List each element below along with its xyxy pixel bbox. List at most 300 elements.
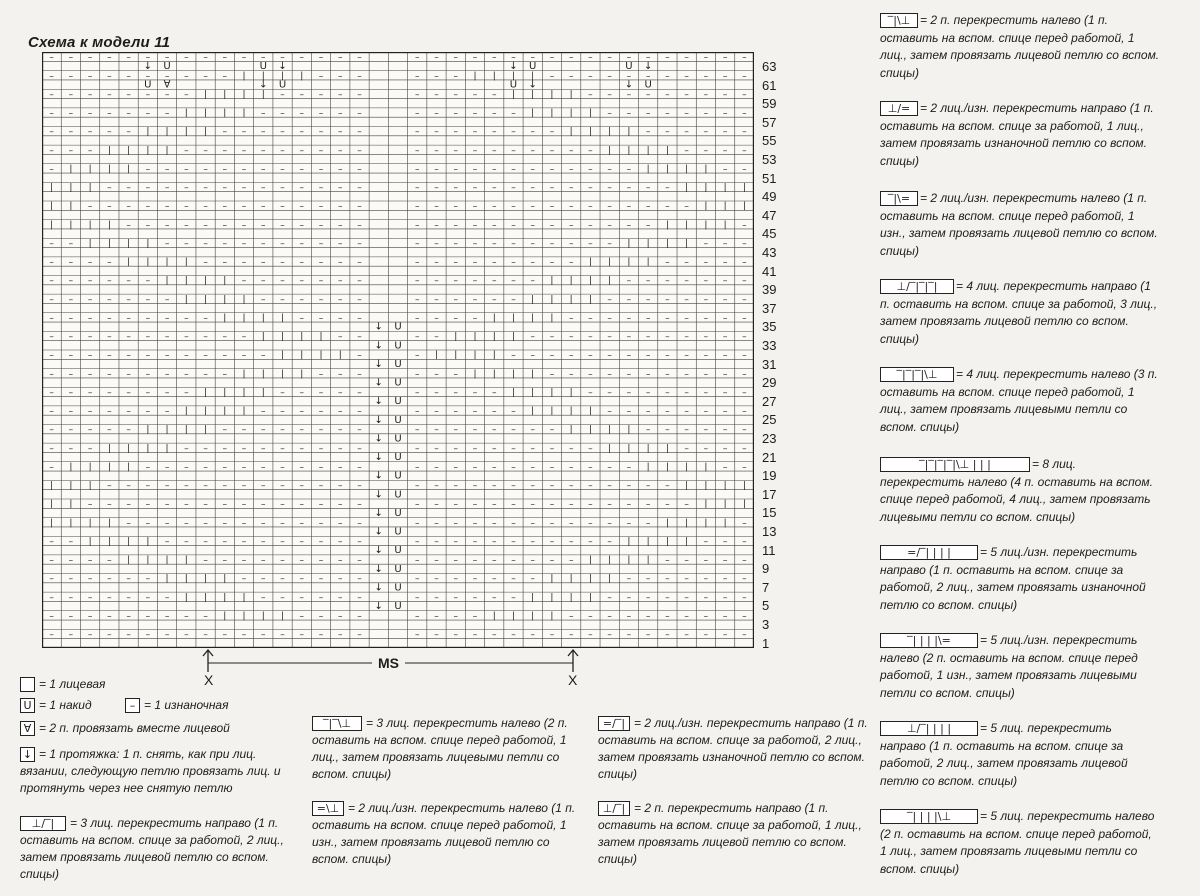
svg-text:–: – bbox=[491, 443, 497, 454]
svg-text:–: – bbox=[472, 313, 478, 324]
svg-text:–: – bbox=[703, 257, 709, 268]
svg-text:–: – bbox=[703, 350, 709, 361]
svg-text:|: | bbox=[627, 425, 631, 436]
svg-text:–: – bbox=[626, 332, 632, 343]
cable-5-left-icon: ‾| | | |\⊥ bbox=[880, 809, 978, 824]
svg-text:–: – bbox=[338, 332, 343, 343]
svg-text:|: | bbox=[434, 350, 439, 361]
svg-text:–: – bbox=[491, 406, 497, 417]
svg-text:–: – bbox=[107, 425, 112, 436]
svg-text:–: – bbox=[318, 443, 324, 454]
svg-text:–: – bbox=[684, 332, 689, 343]
svg-text:|: | bbox=[685, 536, 689, 547]
svg-text:–: – bbox=[184, 481, 189, 492]
svg-text:–: – bbox=[338, 127, 343, 138]
svg-text:–: – bbox=[588, 630, 593, 641]
svg-text:–: – bbox=[626, 481, 632, 492]
svg-text:–: – bbox=[491, 52, 497, 63]
svg-text:|: | bbox=[300, 350, 304, 361]
svg-text:U: U bbox=[394, 340, 402, 352]
svg-text:–: – bbox=[434, 52, 439, 63]
svg-text:|: | bbox=[300, 71, 304, 82]
legend-right-8: ‾| | | |\= = 5 лиц./изн. перекрестить налево (2 п. оставить на вспом. спице перед работой, 1 изн., затем провязать лицевыми петли со вспом. спицы) bbox=[880, 633, 1138, 700]
svg-text:–: – bbox=[145, 201, 151, 212]
chart-grid bbox=[42, 52, 754, 648]
svg-text:|: | bbox=[685, 164, 689, 175]
svg-text:U: U bbox=[394, 582, 402, 594]
svg-text:–: – bbox=[164, 164, 170, 175]
svg-text:|: | bbox=[88, 536, 92, 547]
svg-text:–: – bbox=[472, 611, 478, 622]
svg-text:|: | bbox=[588, 425, 592, 436]
svg-text:–: – bbox=[280, 499, 285, 510]
svg-text:|: | bbox=[646, 164, 650, 175]
svg-text:|: | bbox=[319, 350, 323, 361]
svg-text:–: – bbox=[357, 220, 362, 231]
svg-text:–: – bbox=[318, 313, 324, 324]
svg-text:|: | bbox=[223, 592, 227, 603]
svg-text:–: – bbox=[222, 71, 228, 82]
svg-text:–: – bbox=[145, 89, 151, 100]
svg-text:–: – bbox=[703, 332, 709, 343]
svg-text:–: – bbox=[338, 220, 343, 231]
svg-text:|: | bbox=[704, 201, 708, 212]
svg-text:–: – bbox=[68, 332, 74, 343]
svg-text:|: | bbox=[281, 350, 285, 361]
svg-text:–: – bbox=[742, 518, 747, 529]
svg-text:|: | bbox=[223, 108, 227, 119]
svg-text:–: – bbox=[261, 164, 266, 175]
svg-text:–: – bbox=[280, 443, 285, 454]
svg-text:–: – bbox=[49, 462, 54, 473]
svg-text:–: – bbox=[626, 294, 632, 305]
svg-text:–: – bbox=[87, 89, 93, 100]
svg-text:–: – bbox=[338, 406, 343, 417]
svg-text:–: – bbox=[203, 630, 208, 641]
svg-text:–: – bbox=[511, 630, 516, 641]
svg-text:–: – bbox=[126, 52, 131, 63]
svg-text:–: – bbox=[568, 481, 574, 492]
svg-text:–: – bbox=[414, 257, 420, 268]
svg-text:–: – bbox=[588, 462, 593, 473]
svg-text:–: – bbox=[568, 462, 574, 473]
svg-text:–: – bbox=[472, 518, 478, 529]
svg-text:–: – bbox=[164, 108, 170, 119]
svg-text:–: – bbox=[491, 574, 497, 585]
svg-text:–: – bbox=[491, 462, 497, 473]
svg-text:–: – bbox=[414, 499, 420, 510]
svg-text:|: | bbox=[473, 332, 477, 343]
svg-text:|: | bbox=[242, 592, 246, 603]
svg-text:–: – bbox=[107, 313, 112, 324]
svg-text:–: – bbox=[145, 332, 151, 343]
svg-text:|: | bbox=[723, 183, 727, 194]
svg-text:|: | bbox=[646, 257, 650, 268]
svg-text:–: – bbox=[222, 220, 228, 231]
legend-right-10: ‾| | | |\⊥ = 5 лиц. перекрестить налево (2 п. оставить на вспом. спице перед работой, 1 лиц., затем провязать лицевыми петли со вспом. спицы) bbox=[880, 809, 1155, 876]
svg-text:–: – bbox=[299, 257, 305, 268]
row-number: 7 bbox=[762, 579, 770, 595]
svg-text:|: | bbox=[127, 462, 131, 473]
svg-text:|: | bbox=[204, 406, 208, 417]
svg-text:–: – bbox=[318, 183, 324, 194]
svg-text:–: – bbox=[164, 592, 170, 603]
svg-text:–: – bbox=[511, 481, 516, 492]
svg-text:|: | bbox=[646, 443, 650, 454]
svg-text:–: – bbox=[68, 127, 74, 138]
svg-text:–: – bbox=[684, 108, 689, 119]
svg-text:–: – bbox=[530, 183, 535, 194]
svg-text:–: – bbox=[665, 481, 670, 492]
svg-text:–: – bbox=[338, 555, 343, 566]
svg-text:–: – bbox=[453, 536, 458, 547]
svg-text:–: – bbox=[568, 369, 574, 380]
svg-text:–: – bbox=[68, 406, 74, 417]
svg-text:–: – bbox=[49, 369, 54, 380]
svg-text:–: – bbox=[414, 462, 420, 473]
svg-text:–: – bbox=[434, 555, 439, 566]
svg-text:–: – bbox=[472, 220, 478, 231]
svg-text:U: U bbox=[394, 601, 402, 613]
svg-text:–: – bbox=[49, 536, 54, 547]
row-number: 31 bbox=[762, 356, 777, 372]
svg-text:–: – bbox=[703, 425, 709, 436]
row-number: 25 bbox=[762, 412, 777, 428]
svg-text:–: – bbox=[434, 369, 439, 380]
svg-text:–: – bbox=[530, 518, 535, 529]
svg-text:–: – bbox=[414, 425, 420, 436]
svg-text:|: | bbox=[704, 220, 708, 231]
svg-text:–: – bbox=[184, 183, 189, 194]
svg-text:–: – bbox=[703, 238, 709, 249]
svg-text:–: – bbox=[607, 536, 612, 547]
svg-text:–: – bbox=[626, 499, 632, 510]
svg-text:|: | bbox=[550, 294, 554, 305]
svg-text:|: | bbox=[569, 294, 573, 305]
svg-text:–: – bbox=[280, 127, 285, 138]
svg-text:–: – bbox=[126, 108, 131, 119]
svg-text:|: | bbox=[665, 443, 669, 454]
svg-text:–: – bbox=[241, 127, 247, 138]
svg-text:–: – bbox=[453, 145, 458, 156]
row-number: 27 bbox=[762, 393, 777, 409]
svg-text:–: – bbox=[511, 536, 516, 547]
svg-text:–: – bbox=[299, 574, 305, 585]
svg-text:–: – bbox=[68, 313, 74, 324]
svg-text:–: – bbox=[703, 406, 709, 417]
svg-text:–: – bbox=[261, 574, 266, 585]
cable-2-left-purl-icon: ‾|\= bbox=[880, 191, 918, 206]
svg-text:–: – bbox=[453, 313, 458, 324]
svg-text:|: | bbox=[204, 127, 208, 138]
svg-text:|: | bbox=[146, 257, 150, 268]
svg-text:–: – bbox=[87, 555, 93, 566]
svg-text:–: – bbox=[645, 294, 651, 305]
svg-text:–: – bbox=[318, 462, 324, 473]
svg-text:|: | bbox=[685, 238, 689, 249]
row-number: 11 bbox=[762, 542, 776, 558]
svg-text:–: – bbox=[164, 387, 170, 398]
svg-text:–: – bbox=[414, 238, 420, 249]
svg-text:–: – bbox=[703, 555, 709, 566]
svg-text:U: U bbox=[394, 377, 402, 389]
svg-text:|: | bbox=[50, 201, 54, 212]
svg-text:|: | bbox=[588, 574, 592, 585]
svg-text:–: – bbox=[280, 238, 285, 249]
svg-text:–: – bbox=[703, 71, 709, 82]
svg-text:–: – bbox=[453, 276, 458, 287]
svg-text:–: – bbox=[107, 71, 112, 82]
svg-text:–: – bbox=[222, 201, 228, 212]
svg-text:–: – bbox=[357, 387, 362, 398]
svg-text:|: | bbox=[723, 518, 727, 529]
row-number: 23 bbox=[762, 431, 777, 446]
row-number: 61 bbox=[762, 77, 777, 93]
svg-text:–: – bbox=[87, 145, 93, 156]
svg-text:–: – bbox=[338, 630, 343, 641]
svg-text:–: – bbox=[164, 201, 170, 212]
svg-text:–: – bbox=[472, 499, 478, 510]
svg-text:–: – bbox=[184, 387, 189, 398]
svg-text:|: | bbox=[742, 201, 746, 212]
svg-text:–: – bbox=[453, 294, 458, 305]
svg-text:–: – bbox=[318, 164, 324, 175]
svg-text:–: – bbox=[722, 574, 728, 585]
svg-text:–: – bbox=[588, 536, 593, 547]
svg-text:–: – bbox=[357, 294, 362, 305]
svg-text:|: | bbox=[550, 574, 554, 585]
svg-text:–: – bbox=[742, 238, 747, 249]
svg-text:–: – bbox=[318, 108, 324, 119]
svg-text:|: | bbox=[723, 201, 727, 212]
svg-text:–: – bbox=[318, 52, 324, 63]
svg-text:–: – bbox=[107, 555, 112, 566]
svg-text:–: – bbox=[145, 220, 151, 231]
svg-text:|: | bbox=[88, 481, 92, 492]
svg-text:–: – bbox=[126, 592, 131, 603]
svg-text:|: | bbox=[492, 350, 496, 361]
svg-text:–: – bbox=[607, 332, 612, 343]
svg-text:–: – bbox=[164, 406, 170, 417]
svg-text:–: – bbox=[491, 294, 497, 305]
svg-text:–: – bbox=[607, 183, 612, 194]
svg-text:–: – bbox=[491, 89, 497, 100]
svg-text:–: – bbox=[299, 481, 305, 492]
svg-text:–: – bbox=[645, 332, 651, 343]
svg-text:–: – bbox=[241, 462, 247, 473]
svg-text:–: – bbox=[164, 238, 170, 249]
svg-text:–: – bbox=[530, 630, 535, 641]
svg-text:–: – bbox=[607, 387, 612, 398]
svg-text:–: – bbox=[338, 164, 343, 175]
svg-text:–: – bbox=[87, 592, 93, 603]
svg-text:↓: ↓ bbox=[374, 470, 383, 482]
svg-text:–: – bbox=[703, 574, 709, 585]
svg-text:–: – bbox=[241, 481, 247, 492]
svg-text:–: – bbox=[607, 481, 612, 492]
svg-text:–: – bbox=[665, 369, 670, 380]
svg-text:|: | bbox=[511, 89, 515, 100]
svg-text:↓: ↓ bbox=[509, 60, 518, 72]
svg-text:–: – bbox=[722, 350, 728, 361]
svg-text:–: – bbox=[338, 574, 343, 585]
svg-text:–: – bbox=[742, 332, 747, 343]
svg-text:–: – bbox=[607, 313, 612, 324]
svg-text:–: – bbox=[722, 555, 728, 566]
svg-text:–: – bbox=[261, 294, 266, 305]
svg-text:|: | bbox=[165, 276, 169, 287]
svg-text:–: – bbox=[588, 313, 593, 324]
svg-text:–: – bbox=[742, 89, 747, 100]
svg-text:–: – bbox=[472, 183, 478, 194]
svg-text:–: – bbox=[184, 611, 189, 622]
svg-text:–: – bbox=[607, 89, 612, 100]
svg-text:–: – bbox=[530, 443, 535, 454]
svg-text:–: – bbox=[645, 406, 651, 417]
svg-text:–: – bbox=[49, 276, 54, 287]
svg-text:–: – bbox=[357, 611, 362, 622]
svg-text:↓: ↓ bbox=[374, 601, 383, 613]
svg-text:–: – bbox=[588, 499, 593, 510]
svg-text:|: | bbox=[184, 276, 188, 287]
svg-text:–: – bbox=[299, 313, 305, 324]
svg-text:–: – bbox=[184, 332, 189, 343]
svg-text:–: – bbox=[280, 276, 285, 287]
svg-text:–: – bbox=[530, 127, 535, 138]
svg-text:–: – bbox=[414, 350, 420, 361]
svg-text:–: – bbox=[203, 238, 208, 249]
row-number: 51 bbox=[762, 170, 777, 186]
svg-text:–: – bbox=[241, 257, 247, 268]
legend-yarn-over: U = 1 накид bbox=[20, 697, 120, 714]
row-number: 19 bbox=[762, 468, 777, 484]
svg-text:|: | bbox=[492, 369, 496, 380]
svg-text:–: – bbox=[49, 71, 54, 82]
svg-text:–: – bbox=[49, 294, 54, 305]
svg-text:–: – bbox=[68, 592, 74, 603]
svg-text:–: – bbox=[511, 238, 516, 249]
svg-text:|: | bbox=[665, 238, 669, 249]
svg-text:–: – bbox=[414, 332, 420, 343]
svg-text:–: – bbox=[742, 257, 747, 268]
svg-text:|: | bbox=[531, 387, 535, 398]
svg-text:|: | bbox=[723, 499, 727, 510]
svg-text:–: – bbox=[722, 443, 728, 454]
svg-text:–: – bbox=[164, 611, 170, 622]
svg-text:–: – bbox=[241, 52, 247, 63]
svg-text:–: – bbox=[434, 238, 439, 249]
svg-text:–: – bbox=[588, 350, 593, 361]
svg-text:–: – bbox=[722, 536, 728, 547]
svg-text:–: – bbox=[434, 294, 439, 305]
svg-text:–: – bbox=[126, 387, 131, 398]
svg-text:|: | bbox=[627, 238, 631, 249]
svg-text:–: – bbox=[338, 71, 343, 82]
svg-text:–: – bbox=[338, 387, 343, 398]
svg-text:–: – bbox=[299, 406, 305, 417]
svg-text:–: – bbox=[145, 518, 151, 529]
svg-text:–: – bbox=[338, 518, 343, 529]
svg-text:|: | bbox=[685, 183, 689, 194]
row-number: 1 bbox=[762, 635, 770, 651]
svg-text:–: – bbox=[145, 164, 151, 175]
svg-text:U: U bbox=[394, 563, 402, 575]
svg-text:↓: ↓ bbox=[643, 60, 653, 72]
svg-text:–: – bbox=[126, 481, 131, 492]
svg-text:–: – bbox=[472, 257, 478, 268]
svg-text:–: – bbox=[511, 425, 516, 436]
svg-text:–: – bbox=[299, 499, 305, 510]
svg-text:–: – bbox=[280, 462, 285, 473]
svg-text:↓: ↓ bbox=[278, 60, 287, 72]
svg-text:–: – bbox=[318, 406, 324, 417]
svg-text:|: | bbox=[569, 89, 573, 100]
svg-text:–: – bbox=[318, 574, 324, 585]
svg-text:–: – bbox=[414, 294, 420, 305]
svg-text:–: – bbox=[742, 369, 747, 380]
svg-text:–: – bbox=[241, 536, 247, 547]
svg-text:–: – bbox=[511, 201, 516, 212]
svg-text:|: | bbox=[608, 425, 612, 436]
svg-text:–: – bbox=[280, 220, 285, 231]
svg-text:–: – bbox=[87, 387, 93, 398]
svg-text:–: – bbox=[491, 387, 497, 398]
svg-text:–: – bbox=[203, 555, 208, 566]
svg-text:–: – bbox=[164, 518, 170, 529]
svg-text:–: – bbox=[588, 481, 593, 492]
svg-text:|: | bbox=[588, 592, 592, 603]
svg-text:–: – bbox=[49, 592, 54, 603]
svg-text:–: – bbox=[164, 313, 170, 324]
svg-text:–: – bbox=[261, 238, 266, 249]
svg-text:–: – bbox=[414, 145, 420, 156]
svg-text:|: | bbox=[569, 387, 573, 398]
svg-text:|: | bbox=[88, 238, 92, 249]
svg-text:–: – bbox=[241, 574, 247, 585]
svg-text:–: – bbox=[472, 462, 478, 473]
svg-text:–: – bbox=[49, 574, 54, 585]
svg-text:–: – bbox=[645, 518, 651, 529]
svg-text:–: – bbox=[164, 499, 170, 510]
svg-text:–: – bbox=[222, 350, 228, 361]
svg-text:–: – bbox=[742, 108, 747, 119]
svg-text:–: – bbox=[184, 443, 189, 454]
svg-text:|: | bbox=[685, 518, 689, 529]
svg-text:|: | bbox=[127, 443, 131, 454]
svg-text:–: – bbox=[453, 555, 458, 566]
cable-2-right-purl-symbol-icon: =∕‾| bbox=[598, 716, 630, 731]
svg-text:–: – bbox=[472, 108, 478, 119]
svg-text:–: – bbox=[222, 555, 228, 566]
svg-text:↓: ↓ bbox=[374, 452, 383, 464]
svg-text:–: – bbox=[164, 462, 170, 473]
svg-text:–: – bbox=[684, 574, 689, 585]
svg-text:–: – bbox=[722, 369, 728, 380]
svg-text:–: – bbox=[626, 592, 632, 603]
svg-text:–: – bbox=[49, 630, 54, 641]
svg-text:–: – bbox=[453, 201, 458, 212]
svg-text:–: – bbox=[549, 350, 555, 361]
svg-text:–: – bbox=[299, 127, 305, 138]
svg-text:–: – bbox=[222, 332, 228, 343]
svg-text:–: – bbox=[491, 592, 497, 603]
svg-text:–: – bbox=[607, 462, 612, 473]
svg-text:–: – bbox=[665, 555, 670, 566]
svg-text:–: – bbox=[626, 462, 632, 473]
svg-text:–: – bbox=[126, 499, 131, 510]
svg-text:|: | bbox=[742, 481, 746, 492]
svg-text:|: | bbox=[742, 183, 746, 194]
